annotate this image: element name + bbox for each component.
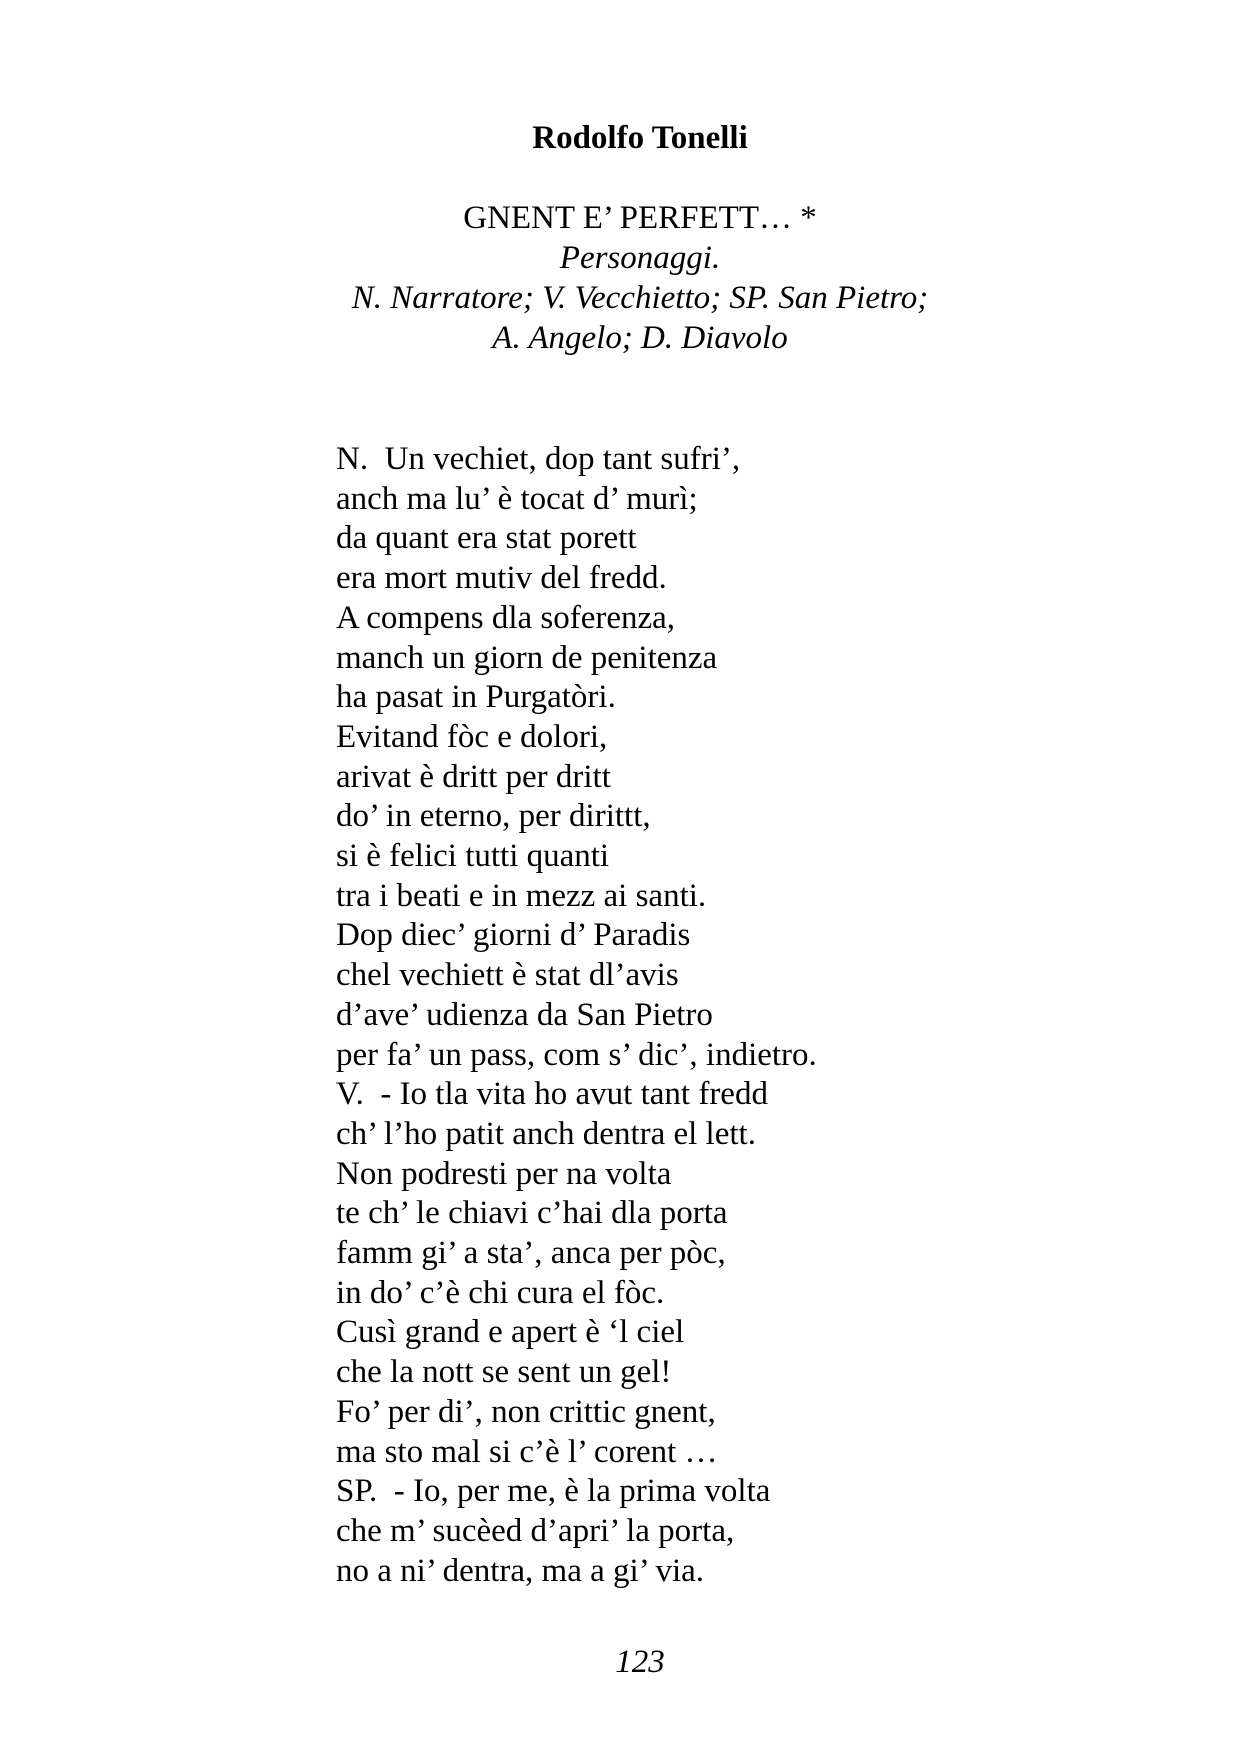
play-header	[0, 198, 1240, 358]
poem-line: N. Un vechiet, dop tant sufri’,	[336, 441, 741, 477]
poem-line: famm gi’ a sta’, anca per pòc,	[336, 1235, 726, 1272]
poem-line: Non podresti per na volta	[336, 1155, 672, 1192]
poem-line: A compens dla soferenza,	[336, 599, 676, 636]
poem-line: V. - Io tla vita ho avut tant fredd	[336, 1076, 768, 1113]
poem-line: tra i beati e in mezz ai santi.	[336, 877, 707, 914]
poem-line: do’ in eterno, per dirittt,	[336, 798, 651, 835]
poem-line: d’ave’ udienza da San Pietro	[336, 996, 713, 1033]
characters-list-line-2: A. Angelo; D. Diavolo	[492, 320, 788, 356]
poem-line: no a ni’ dentra, ma a gi’ via.	[336, 1552, 705, 1589]
poem-line: in do’ c’è chi cura el fòc.	[336, 1274, 665, 1311]
poem-body	[336, 440, 1156, 1591]
characters-list-line-1: N. Narratore; V. Vecchietto; SP. San Pietro;	[351, 280, 929, 316]
poem-line: Dop diec’ giorni d’ Paradis	[336, 917, 691, 954]
poem-line: che m’ sucèed d’apri’ la porta,	[336, 1512, 735, 1549]
poem-line: ha pasat in Purgatòri.	[336, 679, 616, 716]
poem-line: era mort mutiv del fredd.	[336, 560, 667, 597]
poem-line: Cusì grand e apert è ‘l ciel	[336, 1314, 685, 1351]
poem-line: arivat è dritt per dritt	[336, 758, 611, 795]
poem-line: chel vechiett è stat dl’avis	[336, 957, 679, 994]
poem-line: ch’ l’ho patit anch dentra el lett.	[336, 1115, 756, 1152]
poem-line: te ch’ le chiavi c’hai dla porta	[336, 1195, 728, 1232]
poem-line: ma sto mal si c’è l’ corent …	[336, 1433, 718, 1470]
page-number: 123	[615, 1644, 665, 1680]
play-title: GNENT E’ PERFETT… *	[463, 200, 817, 236]
author-name: Rodolfo Tonelli	[532, 120, 748, 156]
poem-line: SP. - Io, per me, è la prima volta	[336, 1473, 771, 1510]
poem-line: per fa’ un pass, com s’ dic’, indietro.	[336, 1036, 817, 1073]
poem-line: da quant era stat porett	[336, 520, 637, 557]
poem-line: si è felici tutti quanti	[336, 838, 610, 875]
poem-line: Fo’ per di’, non crittic gnent,	[336, 1393, 716, 1430]
poem-line: che la nott se sent un gel!	[336, 1354, 672, 1391]
poem-line: Evitand fòc e dolori,	[336, 718, 608, 755]
poem-line: anch ma lu’ è tocat d’ murì;	[336, 480, 698, 517]
characters-heading: Personaggi.	[559, 240, 721, 276]
poem-line: manch un giorn de penitenza	[336, 639, 718, 676]
